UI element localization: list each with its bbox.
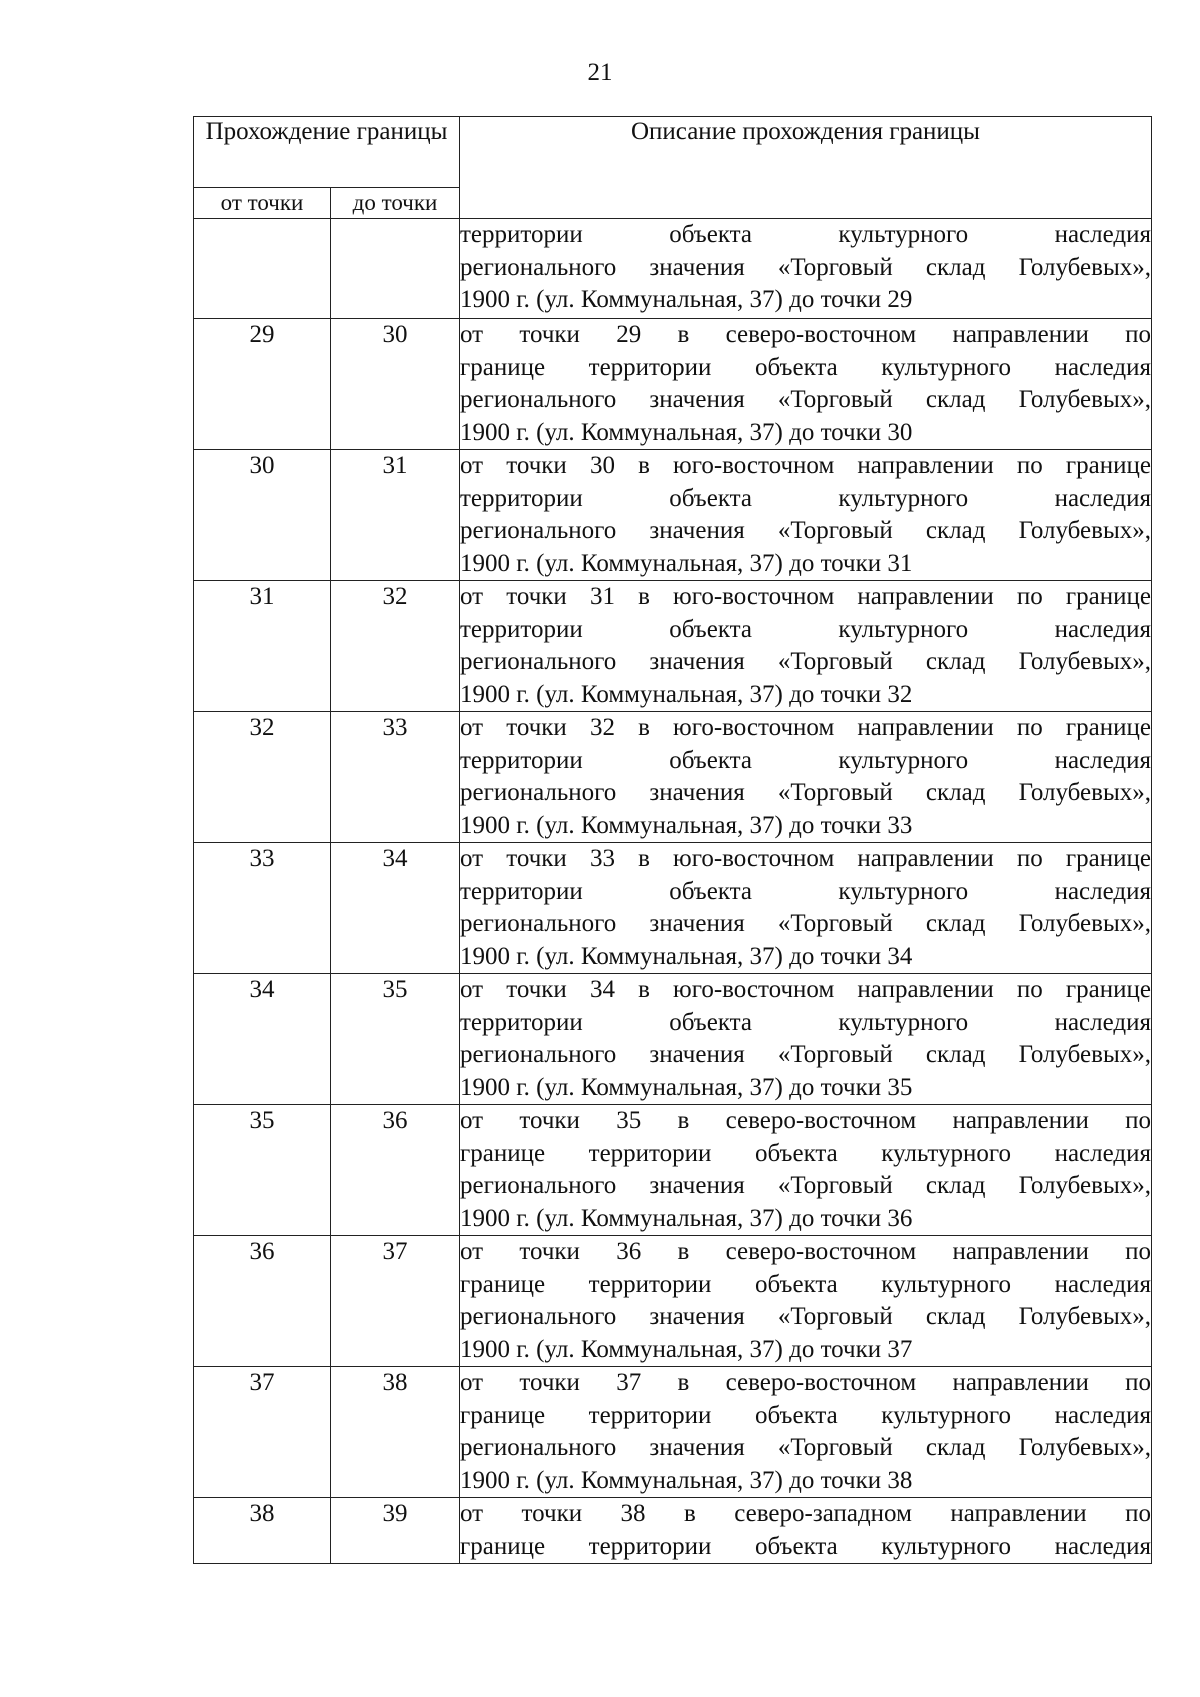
description-line: от точки 33 в юго-восточном направлении по границе (460, 845, 1151, 872)
cell-description (460, 219, 1152, 319)
cell-from-point: 33 (194, 843, 331, 974)
description-line: регионального значения «Торговый склад Голубевых», (460, 1303, 1151, 1330)
cell-from-point: 35 (194, 1105, 331, 1236)
description-line: 1900 г. (ул. Коммунальная, 37) до точки 32 (460, 680, 913, 708)
description-line: 1900 г. (ул. Коммунальная, 37) до точки 34 (460, 942, 913, 970)
cell-description (460, 1367, 1152, 1498)
header-description: Описание прохождения границы (460, 117, 1152, 219)
cell-from-point: 30 (194, 450, 331, 581)
description-line: территории объекта культурного наследия (460, 1008, 1151, 1036)
table-row (194, 1236, 1152, 1367)
description-line: регионального значения «Торговый склад Голубевых», (460, 1172, 1151, 1199)
cell-description (460, 1105, 1152, 1236)
cell-from-point: 38 (194, 1498, 331, 1564)
description-line: регионального значения «Торговый склад Голубевых», (460, 779, 1151, 806)
boundary-table (193, 116, 1152, 1564)
table-row (194, 319, 1152, 450)
description-line: от точки 30 в юго-восточном направлении по границе (460, 452, 1151, 479)
description-line: от точки 31 в юго-восточном направлении по границе (460, 583, 1151, 610)
table-row (194, 581, 1152, 712)
page-number: 21 (587, 59, 613, 86)
table-header (194, 117, 1152, 219)
header-from: от точки (194, 188, 331, 219)
table-row (194, 712, 1152, 843)
cell-to-point: 34 (331, 843, 460, 974)
description-line: регионального значения «Торговый склад Голубевых», (460, 910, 1151, 937)
description-line: территории объекта культурного наследия (460, 877, 1151, 905)
cell-description (460, 1498, 1152, 1564)
description-line: регионального значения «Торговый склад Голубевых», (460, 648, 1151, 675)
cell-description (460, 319, 1152, 450)
description-line: регионального значения «Торговый склад Голубевых», (460, 1434, 1151, 1461)
cell-to-point: 35 (331, 974, 460, 1105)
cell-from-point: 32 (194, 712, 331, 843)
cell-from-point: 29 (194, 319, 331, 450)
description-line: от точки 36 в северо-восточном направлении по (460, 1238, 1151, 1265)
description-line: от точки 29 в северо-восточном направлении по (460, 321, 1151, 348)
description-line: границе территории объекта культурного наследия (460, 1401, 1151, 1429)
cell-to-point: 36 (331, 1105, 460, 1236)
description-line: территории объекта культурного наследия (460, 484, 1151, 512)
header-passage: Прохождение границы (194, 117, 460, 188)
cell-from-point: 34 (194, 974, 331, 1105)
cell-description (460, 712, 1152, 843)
description-line: от точки 34 в юго-восточном направлении по границе (460, 976, 1151, 1003)
table-row (194, 450, 1152, 581)
table-row (194, 219, 1152, 319)
table-row (194, 974, 1152, 1105)
description-line: 1900 г. (ул. Коммунальная, 37) до точки 35 (460, 1073, 913, 1101)
description-line: территории объекта культурного наследия (460, 746, 1151, 774)
description-line: от точки 38 в северо-западном направлении по (460, 1500, 1151, 1527)
cell-to-point: 30 (331, 319, 460, 450)
table-row (194, 843, 1152, 974)
cell-to-point: 38 (331, 1367, 460, 1498)
cell-description (460, 581, 1152, 712)
cell-to-point: 31 (331, 450, 460, 581)
description-line: от точки 35 в северо-восточном направлении по (460, 1107, 1151, 1134)
description-line: границе территории объекта культурного наследия (460, 1532, 1151, 1560)
cell-from-point: 36 (194, 1236, 331, 1367)
cell-to-point: 39 (331, 1498, 460, 1564)
cell-from-point: 31 (194, 581, 331, 712)
table-row (194, 1498, 1152, 1564)
description-line: территории объекта культурного наследия (460, 221, 1151, 248)
description-line: регионального значения «Торговый склад Голубевых», (460, 517, 1151, 544)
cell-from-point (194, 219, 331, 319)
table-body (194, 219, 1152, 1564)
description-line: 1900 г. (ул. Коммунальная, 37) до точки 33 (460, 811, 913, 839)
cell-description (460, 450, 1152, 581)
description-line: регионального значения «Торговый склад Голубевых», (460, 1041, 1151, 1068)
table-row (194, 1367, 1152, 1498)
table-row (194, 1105, 1152, 1236)
cell-from-point: 37 (194, 1367, 331, 1498)
cell-to-point: 37 (331, 1236, 460, 1367)
cell-to-point (331, 219, 460, 319)
description-line: 1900 г. (ул. Коммунальная, 37) до точки 36 (460, 1204, 913, 1232)
cell-to-point: 33 (331, 712, 460, 843)
description-line: 1900 г. (ул. Коммунальная, 37) до точки 37 (460, 1335, 913, 1363)
description-line: границе территории объекта культурного наследия (460, 1270, 1151, 1298)
header-to: до точки (331, 188, 460, 219)
cell-to-point: 32 (331, 581, 460, 712)
description-line: 1900 г. (ул. Коммунальная, 37) до точки 30 (460, 418, 913, 446)
cell-description (460, 843, 1152, 974)
description-line: регионального значения «Торговый склад Голубевых», (460, 253, 1151, 281)
description-line: от точки 32 в юго-восточном направлении по границе (460, 714, 1151, 741)
description-line: 1900 г. (ул. Коммунальная, 37) до точки 31 (460, 549, 913, 577)
description-line: от точки 37 в северо-восточном направлении по (460, 1369, 1151, 1396)
description-line: границе территории объекта культурного наследия (460, 353, 1151, 381)
cell-description (460, 1236, 1152, 1367)
description-line: регионального значения «Торговый склад Голубевых», (460, 386, 1151, 413)
description-line: территории объекта культурного наследия (460, 615, 1151, 643)
cell-description (460, 974, 1152, 1105)
description-line: 1900 г. (ул. Коммунальная, 37) до точки 29 (460, 286, 913, 313)
description-line: 1900 г. (ул. Коммунальная, 37) до точки 38 (460, 1466, 913, 1494)
description-line: границе территории объекта культурного наследия (460, 1139, 1151, 1167)
